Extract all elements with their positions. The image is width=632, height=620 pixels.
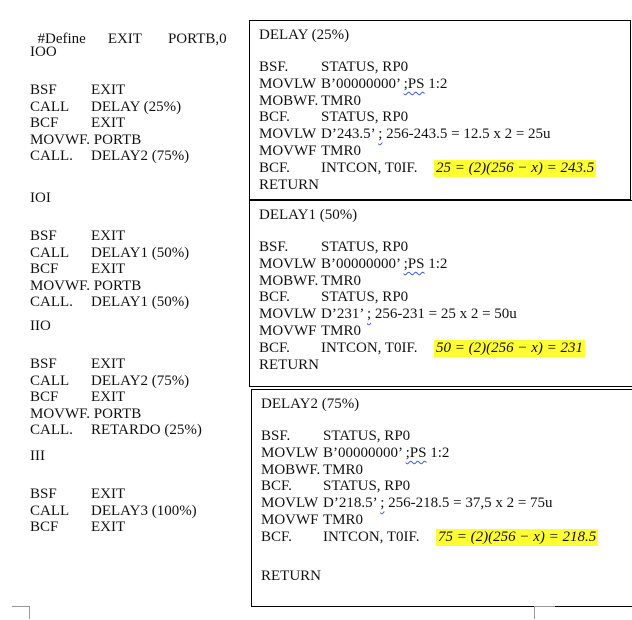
subroutine-line — [261, 512, 363, 529]
mnemonic: BCF. — [261, 528, 292, 545]
instruction-operand: DELAY2 (75%) — [91, 372, 190, 389]
mnemonic: MOVLW — [259, 306, 317, 323]
instruction-mnemonic: CALL — [30, 244, 70, 261]
operand: TMR0 — [321, 92, 362, 109]
delay2-box — [251, 389, 632, 607]
operand: B’00000000’ — [323, 444, 406, 461]
mnemonic: BSF. — [259, 59, 289, 75]
subroutine-line — [261, 495, 553, 512]
mnemonic: BCF. — [261, 478, 292, 495]
comment: ; 256-243.5 = 12.5 x 2 = 25u — [378, 126, 551, 143]
mnemonic: MOVLW — [259, 75, 317, 92]
operand: TMR0 — [323, 512, 364, 528]
instruction-mnemonic: MOVWF. PORTB — [30, 131, 142, 148]
subroutine-line — [259, 323, 361, 340]
define-symbol: EXIT — [107, 31, 142, 47]
mnemonic: MOBWF. — [259, 92, 319, 109]
mnemonic: MOVWF — [259, 143, 317, 159]
instruction-operand: EXIT — [91, 486, 126, 502]
instruction-operand: EXIT — [91, 389, 126, 405]
timer-formula-highlight: 50 = (2)(256 − x) = 231 — [436, 339, 584, 356]
subroutine-title: DELAY (25%) — [259, 27, 350, 43]
instruction-mnemonic: BSF — [30, 228, 57, 244]
operand: STATUS, RP0 — [321, 239, 409, 255]
instruction-mnemonic: BSF — [30, 356, 57, 372]
instruction-operand: EXIT — [91, 82, 126, 98]
instruction-mnemonic: CALL — [30, 372, 70, 389]
instruction-mnemonic: CALL. — [30, 422, 73, 438]
instruction-operand: EXIT — [91, 519, 126, 535]
mnemonic: MOVLW — [259, 255, 317, 272]
delay-box — [249, 20, 631, 200]
instruction-mnemonic: CALL. — [30, 294, 73, 310]
operand: INTCON, T0IF. — [321, 159, 418, 176]
operand: STATUS, RP0 — [323, 478, 411, 495]
crop-mark-left — [12, 606, 30, 619]
mnemonic: RETURN — [259, 356, 319, 373]
subroutine-line — [261, 528, 597, 546]
operand: STATUS, RP0 — [321, 289, 409, 306]
instruction-operand: EXIT — [91, 228, 126, 244]
instruction-mnemonic: CALL — [30, 98, 70, 115]
subroutine-line — [259, 59, 408, 76]
mnemonic: BCF. — [259, 109, 290, 126]
instruction-mnemonic: BCF — [30, 261, 59, 277]
instruction-operand: DELAY3 (100%) — [91, 502, 197, 519]
delay1-box — [249, 200, 632, 387]
subroutine-line — [259, 289, 408, 306]
subroutine-line — [259, 177, 321, 194]
subroutine-line — [259, 357, 321, 374]
subroutine-line — [259, 93, 361, 110]
operand: INTCON, T0IF. — [323, 528, 420, 545]
operand: TMR0 — [321, 323, 362, 339]
operand: B’00000000’ — [321, 75, 404, 92]
section-label: IOI — [30, 190, 51, 206]
section-label: IIO — [30, 318, 51, 334]
subroutine-line — [259, 339, 584, 357]
operand: D’243.5’ — [321, 126, 379, 143]
instruction-mnemonic: BSF — [30, 486, 57, 502]
mnemonic: RETURN — [261, 567, 321, 584]
define-keyword: #Define — [37, 31, 86, 47]
subroutine-title: DELAY1 (50%) — [259, 207, 358, 223]
mnemonic: MOVLW — [261, 495, 319, 512]
instruction-mnemonic: CALL. — [30, 148, 73, 164]
mnemonic: BCF. — [259, 159, 290, 176]
subroutine-line — [261, 568, 323, 585]
operand: STATUS, RP0 — [323, 428, 411, 444]
mnemonic: BCF. — [259, 339, 290, 356]
instruction-mnemonic: BCF — [30, 389, 59, 405]
operand: TMR0 — [323, 461, 364, 478]
instruction-mnemonic: CALL — [30, 502, 70, 519]
mnemonic: RETURN — [259, 176, 319, 193]
instruction-mnemonic: MOVWF. PORTB — [30, 405, 142, 422]
operand: INTCON, T0IF. — [321, 339, 418, 356]
mnemonic: MOVWF — [259, 323, 317, 339]
crop-mark-right — [534, 606, 555, 619]
comment: ; 256-218.5 = 37,5 x 2 = 75u — [380, 495, 553, 512]
subroutine-line — [259, 273, 361, 290]
instruction-operand: EXIT — [91, 356, 126, 372]
subroutine-line — [261, 462, 363, 479]
instruction-mnemonic: BCF — [30, 519, 59, 535]
instruction-operand: EXIT — [91, 115, 126, 131]
subroutine-title: DELAY2 (75%) — [261, 396, 360, 412]
section-label: III — [30, 448, 45, 464]
mnemonic: BSF. — [259, 239, 289, 255]
comment: ;PS 1:2 — [403, 75, 448, 92]
operand: STATUS, RP0 — [321, 109, 409, 126]
instruction-operand: DELAY (25%) — [91, 98, 182, 115]
mnemonic: MOVWF — [261, 512, 319, 528]
subroutine-line — [259, 256, 447, 273]
section-label: IOO — [30, 44, 57, 60]
comment: ; 256-231 = 25 x 2 = 50u — [366, 306, 517, 323]
operand: D’218.5’ — [323, 495, 381, 512]
instruction-operand: DELAY1 (50%) — [91, 294, 190, 310]
subroutine-line — [259, 159, 595, 177]
instruction-operand: RETARDO (25%) — [91, 422, 202, 438]
instruction-operand: DELAY1 (50%) — [91, 244, 190, 261]
comment: ;PS 1:2 — [405, 444, 450, 461]
mnemonic: BSF. — [261, 428, 291, 444]
instruction-operand: DELAY2 (75%) — [91, 148, 190, 164]
instruction-mnemonic: MOVWF. PORTB — [30, 277, 142, 294]
mnemonic: BCF. — [259, 289, 290, 306]
subroutine-line — [261, 428, 410, 445]
subroutine-line — [259, 306, 517, 323]
subroutine-line — [261, 478, 410, 495]
subroutine-line — [259, 143, 361, 160]
instruction-mnemonic: BSF — [30, 82, 57, 98]
operand: B’00000000’ — [321, 255, 404, 272]
subroutine-line — [261, 445, 449, 462]
subroutine-line — [259, 109, 408, 126]
define-line — [30, 14, 227, 48]
define-value: PORTB,0 — [167, 31, 227, 47]
operand: D’231’ — [321, 306, 367, 323]
mnemonic: MOBWF. — [261, 461, 321, 478]
operand: TMR0 — [321, 143, 362, 159]
timer-formula-highlight: 25 = (2)(256 − x) = 243.5 — [436, 159, 595, 176]
operand: TMR0 — [321, 272, 362, 289]
operand: STATUS, RP0 — [321, 59, 409, 75]
mnemonic: MOVLW — [261, 444, 319, 461]
instruction-operand: EXIT — [91, 261, 126, 277]
subroutine-line — [259, 76, 447, 93]
timer-formula-highlight: 75 = (2)(256 − x) = 218.5 — [438, 528, 597, 545]
subroutine-line — [259, 126, 551, 143]
subroutine-line — [259, 239, 408, 256]
mnemonic: MOBWF. — [259, 272, 319, 289]
instruction-mnemonic: BCF — [30, 115, 59, 131]
comment: ;PS 1:2 — [403, 255, 448, 272]
mnemonic: MOVLW — [259, 126, 317, 143]
